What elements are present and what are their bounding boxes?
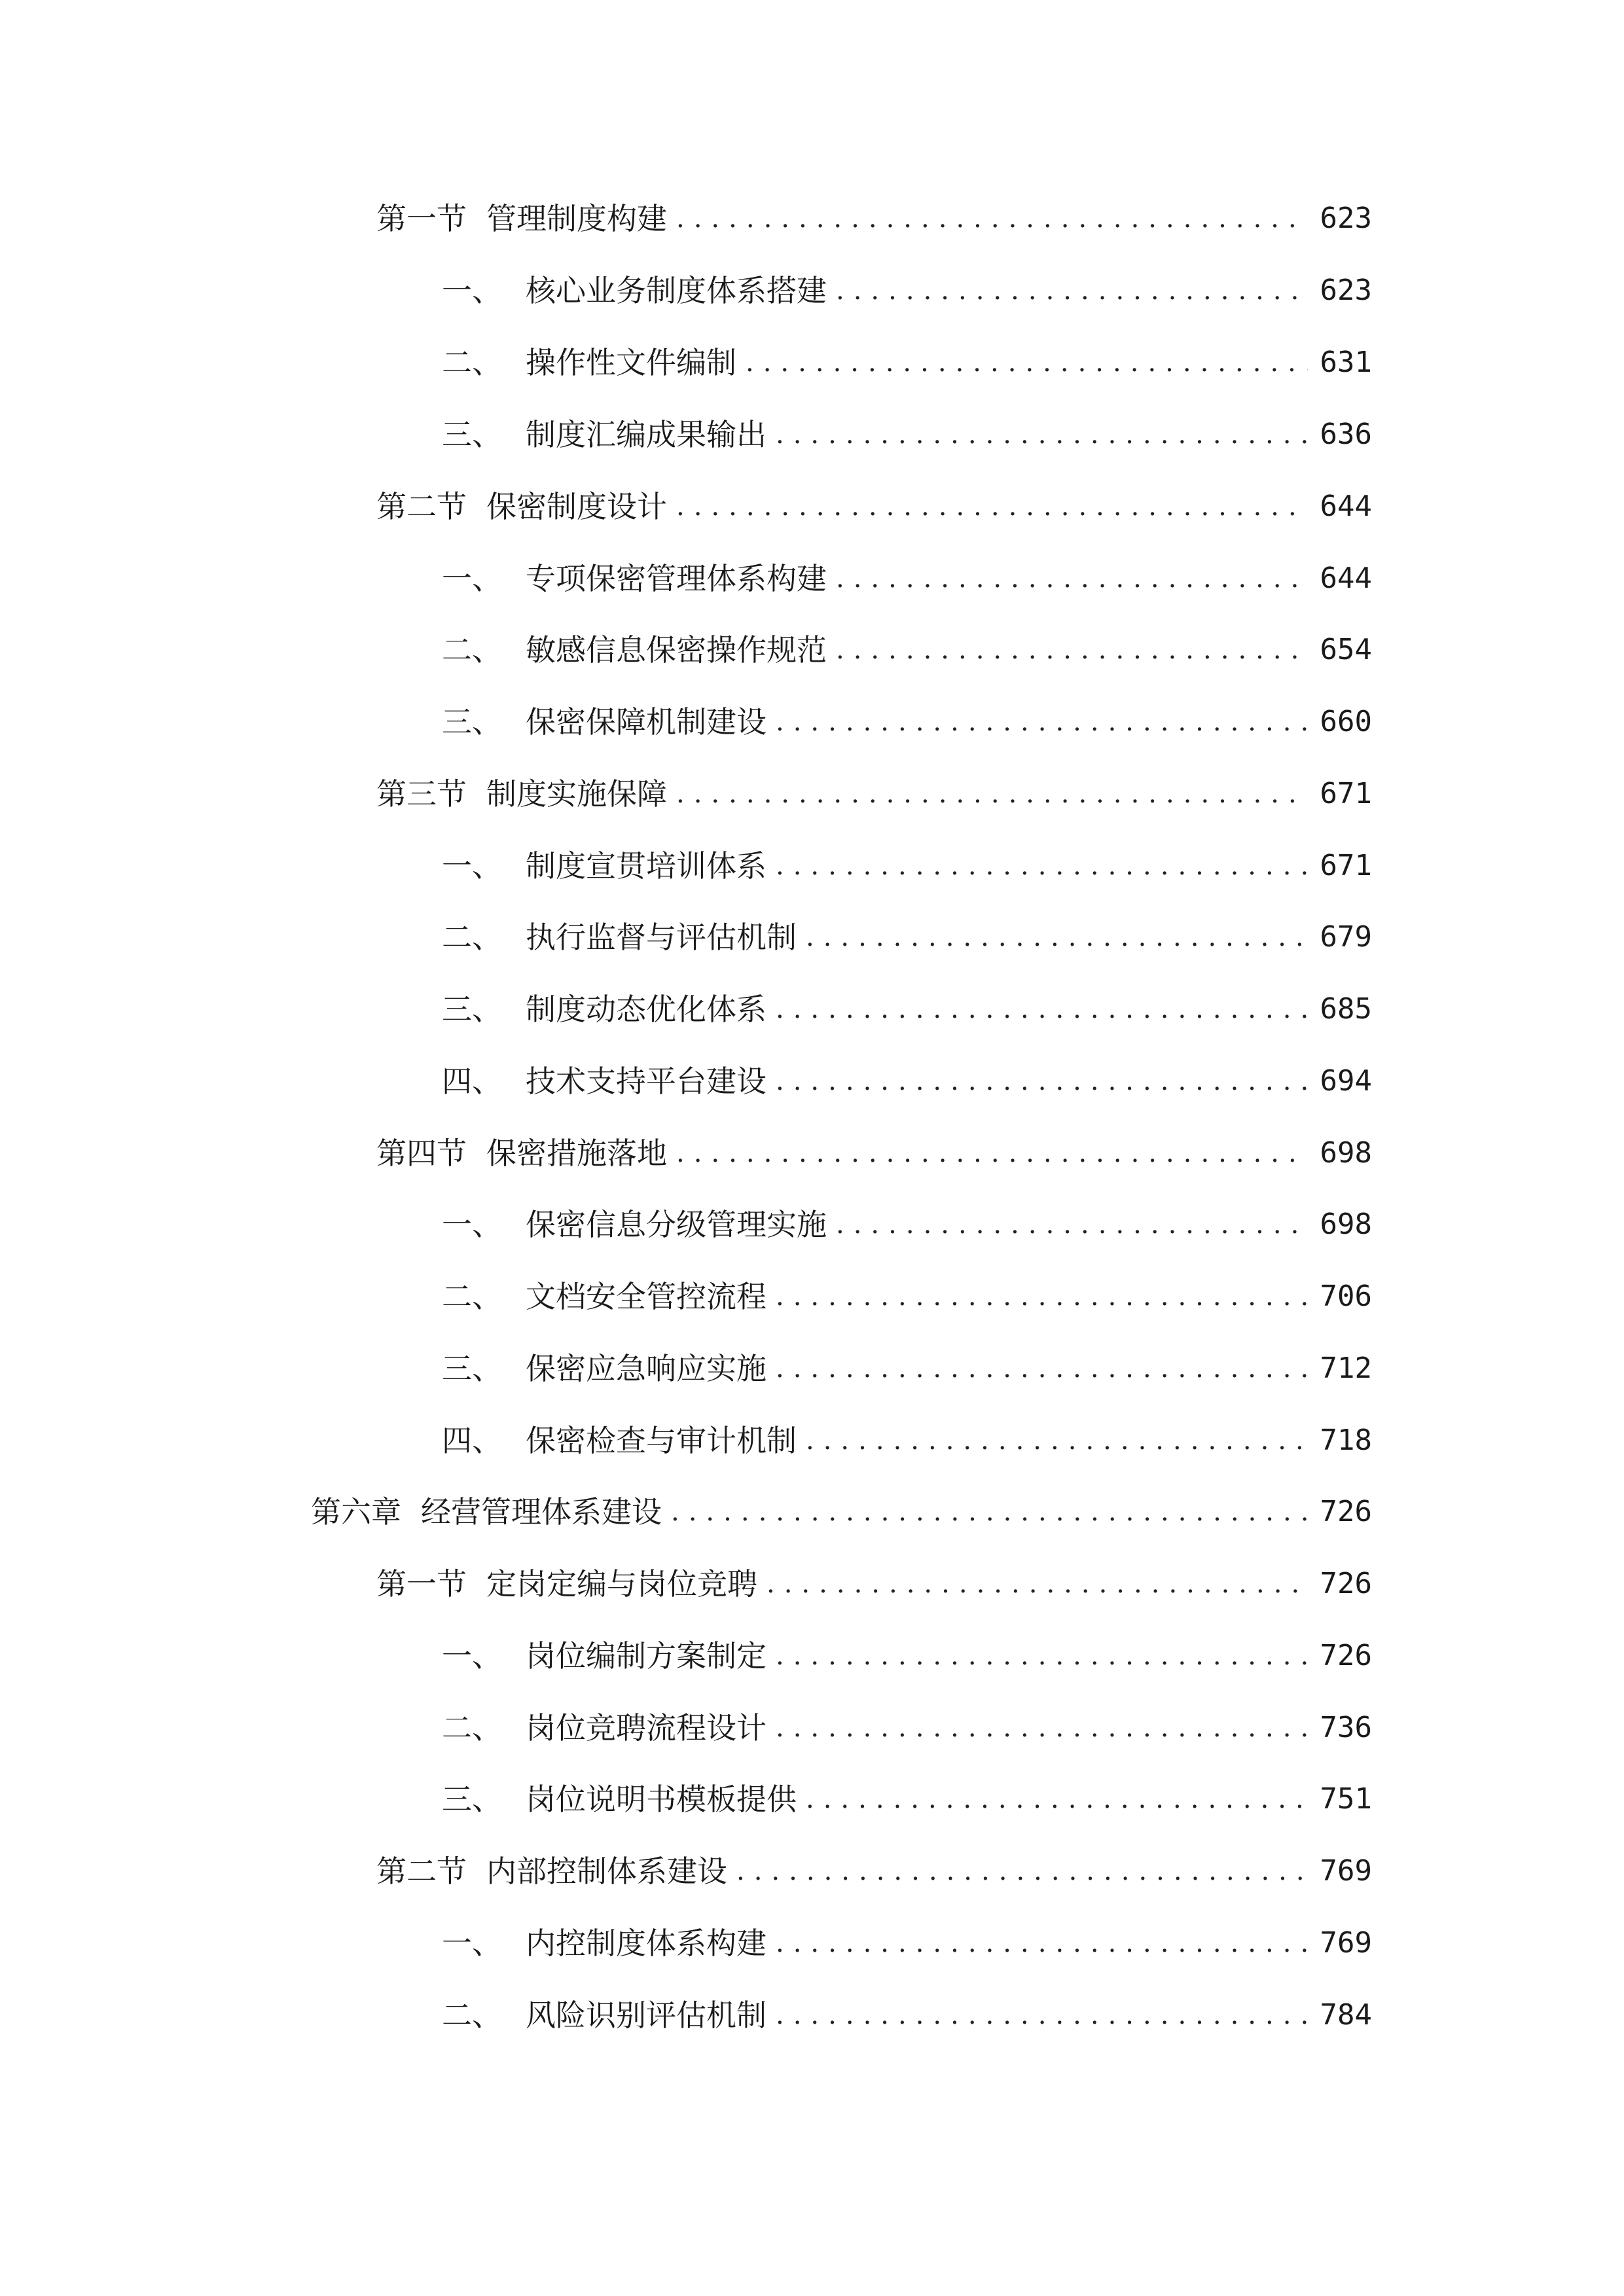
toc-entry[interactable]	[442, 264, 1372, 317]
toc-entry[interactable]	[442, 983, 1372, 1035]
toc-entry[interactable]	[442, 336, 1372, 389]
toc-entry[interactable]	[376, 480, 1372, 533]
entry-number: 三、	[442, 992, 502, 1027]
toc-entry[interactable]	[442, 840, 1372, 892]
entry-title: 经营管理体系建设	[421, 1494, 662, 1530]
toc-entry[interactable]	[442, 1414, 1372, 1467]
toc-entry[interactable]	[442, 1342, 1372, 1395]
entry-page-number: 644	[1320, 490, 1372, 523]
dot-leader	[676, 192, 1308, 245]
entry-page-number: 712	[1320, 1352, 1372, 1385]
entry-page-number: 784	[1320, 1998, 1372, 2032]
entry-title: 制度宣贯培训体系	[526, 848, 767, 884]
toc-entry[interactable]	[442, 1989, 1372, 2041]
dot-leader	[776, 1630, 1308, 1682]
dot-leader	[767, 1558, 1308, 1610]
entry-number: 二、	[442, 345, 502, 380]
entry-page-number: 623	[1320, 202, 1372, 235]
entry-page-number: 685	[1320, 992, 1372, 1026]
dot-leader	[736, 1845, 1308, 1897]
entry-number: 四、	[442, 1423, 502, 1458]
entry-title: 专项保密管理体系构建	[526, 561, 827, 596]
entry-number: 二、	[442, 1998, 502, 2033]
entry-number: 一、	[442, 561, 502, 596]
toc-entry[interactable]	[442, 624, 1372, 676]
entry-title: 定岗定编与岗位竞聘	[486, 1566, 757, 1602]
dot-leader	[836, 624, 1308, 676]
dot-leader	[776, 1055, 1308, 1107]
entry-number: 第二节	[376, 489, 467, 524]
entry-page-number: 660	[1320, 705, 1372, 738]
toc-entry[interactable]	[442, 1630, 1372, 1682]
entry-page-number: 654	[1320, 633, 1372, 666]
entry-number: 一、	[442, 1926, 502, 1961]
dot-leader	[676, 768, 1308, 820]
entry-title: 内部控制体系建设	[486, 1854, 727, 1889]
entry-title: 保密检查与审计机制	[526, 1423, 797, 1458]
entry-number: 第四节	[376, 1136, 467, 1171]
entry-title: 制度动态优化体系	[526, 992, 767, 1027]
toc-entry[interactable]	[442, 1773, 1372, 1825]
dot-leader	[776, 1270, 1308, 1323]
dot-leader	[806, 1773, 1308, 1825]
entry-number: 一、	[442, 848, 502, 884]
entry-title: 保密应急响应实施	[526, 1351, 767, 1386]
entry-title: 敏感信息保密操作规范	[526, 632, 827, 668]
toc-entry[interactable]	[442, 1270, 1372, 1323]
entry-number: 三、	[442, 417, 502, 452]
entry-page-number: 694	[1320, 1064, 1372, 1098]
entry-title: 操作性文件编制	[526, 345, 736, 380]
entry-title: 管理制度构建	[486, 201, 667, 236]
entry-title: 岗位竞聘流程设计	[526, 1710, 767, 1746]
dot-leader	[806, 1414, 1308, 1467]
entry-title: 保密制度设计	[486, 489, 667, 524]
entry-page-number: 736	[1320, 1711, 1372, 1744]
entry-number: 三、	[442, 1782, 502, 1817]
toc-entry[interactable]	[311, 1486, 1372, 1538]
entry-page-number: 769	[1320, 1926, 1372, 1960]
entry-number: 第一节	[376, 201, 467, 236]
toc-entry[interactable]	[442, 408, 1372, 461]
entry-number: 一、	[442, 273, 502, 308]
entry-title: 岗位编制方案制定	[526, 1638, 767, 1674]
dot-leader	[776, 983, 1308, 1035]
entry-page-number: 698	[1320, 1136, 1372, 1170]
toc-entry[interactable]	[442, 1917, 1372, 1969]
entry-title: 保密信息分级管理实施	[526, 1207, 827, 1242]
entry-page-number: 671	[1320, 777, 1372, 810]
dot-leader	[776, 1342, 1308, 1395]
toc-entry[interactable]	[376, 1845, 1372, 1897]
entry-number: 第一节	[376, 1566, 467, 1602]
entry-title: 保密保障机制建设	[526, 704, 767, 740]
dot-leader	[676, 480, 1308, 533]
dot-leader	[746, 336, 1308, 389]
dot-leader	[836, 1198, 1308, 1251]
entry-title: 执行监督与评估机制	[526, 920, 797, 955]
toc-entry[interactable]	[442, 696, 1372, 748]
dot-leader	[676, 1127, 1308, 1179]
dot-leader	[776, 1702, 1308, 1754]
toc-entry[interactable]	[442, 911, 1372, 963]
entry-page-number: 726	[1320, 1567, 1372, 1600]
entry-number: 第二节	[376, 1854, 467, 1889]
entry-page-number: 769	[1320, 1854, 1372, 1888]
toc-entry[interactable]	[376, 192, 1372, 245]
entry-page-number: 644	[1320, 562, 1372, 595]
entry-number: 第三节	[376, 776, 467, 812]
dot-leader	[836, 552, 1308, 605]
entry-number: 一、	[442, 1207, 502, 1242]
entry-page-number: 706	[1320, 1280, 1372, 1313]
dot-leader	[776, 408, 1308, 461]
dot-leader	[776, 1917, 1308, 1969]
dot-leader	[806, 911, 1308, 963]
entry-number: 四、	[442, 1064, 502, 1099]
toc-entry[interactable]	[442, 552, 1372, 605]
entry-title: 风险识别评估机制	[526, 1998, 767, 2033]
toc-entry[interactable]	[442, 1055, 1372, 1107]
toc-entry[interactable]	[376, 1127, 1372, 1179]
toc-entry[interactable]	[442, 1198, 1372, 1251]
entry-title: 内控制度体系构建	[526, 1926, 767, 1961]
entry-number: 二、	[442, 1710, 502, 1746]
entry-number: 第六章	[311, 1494, 401, 1530]
dot-leader	[671, 1486, 1308, 1538]
entry-number: 一、	[442, 1638, 502, 1674]
entry-number: 二、	[442, 632, 502, 668]
entry-title: 制度汇编成果输出	[526, 417, 767, 452]
entry-title: 技术支持平台建设	[526, 1064, 767, 1099]
entry-page-number: 698	[1320, 1208, 1372, 1241]
entry-page-number: 726	[1320, 1495, 1372, 1528]
entry-page-number: 631	[1320, 346, 1372, 379]
dot-leader	[776, 840, 1308, 892]
entry-number: 三、	[442, 704, 502, 740]
entry-page-number: 751	[1320, 1782, 1372, 1816]
entry-page-number: 671	[1320, 849, 1372, 882]
entry-title: 保密措施落地	[486, 1136, 667, 1171]
entry-number: 二、	[442, 920, 502, 955]
toc-entry[interactable]	[376, 768, 1372, 820]
toc-entry[interactable]	[376, 1558, 1372, 1610]
entry-number: 三、	[442, 1351, 502, 1386]
toc-entry[interactable]	[442, 1702, 1372, 1754]
entry-title: 岗位说明书模板提供	[526, 1782, 797, 1817]
entry-title: 核心业务制度体系搭建	[526, 273, 827, 308]
entry-page-number: 636	[1320, 418, 1372, 451]
entry-page-number: 623	[1320, 274, 1372, 307]
entry-page-number: 718	[1320, 1424, 1372, 1457]
dot-leader	[776, 1989, 1308, 2041]
entry-title: 文档安全管控流程	[526, 1279, 767, 1314]
dot-leader	[836, 264, 1308, 317]
entry-title: 制度实施保障	[486, 776, 667, 812]
entry-page-number: 726	[1320, 1639, 1372, 1672]
entry-page-number: 679	[1320, 920, 1372, 954]
dot-leader	[776, 696, 1308, 748]
entry-number: 二、	[442, 1279, 502, 1314]
